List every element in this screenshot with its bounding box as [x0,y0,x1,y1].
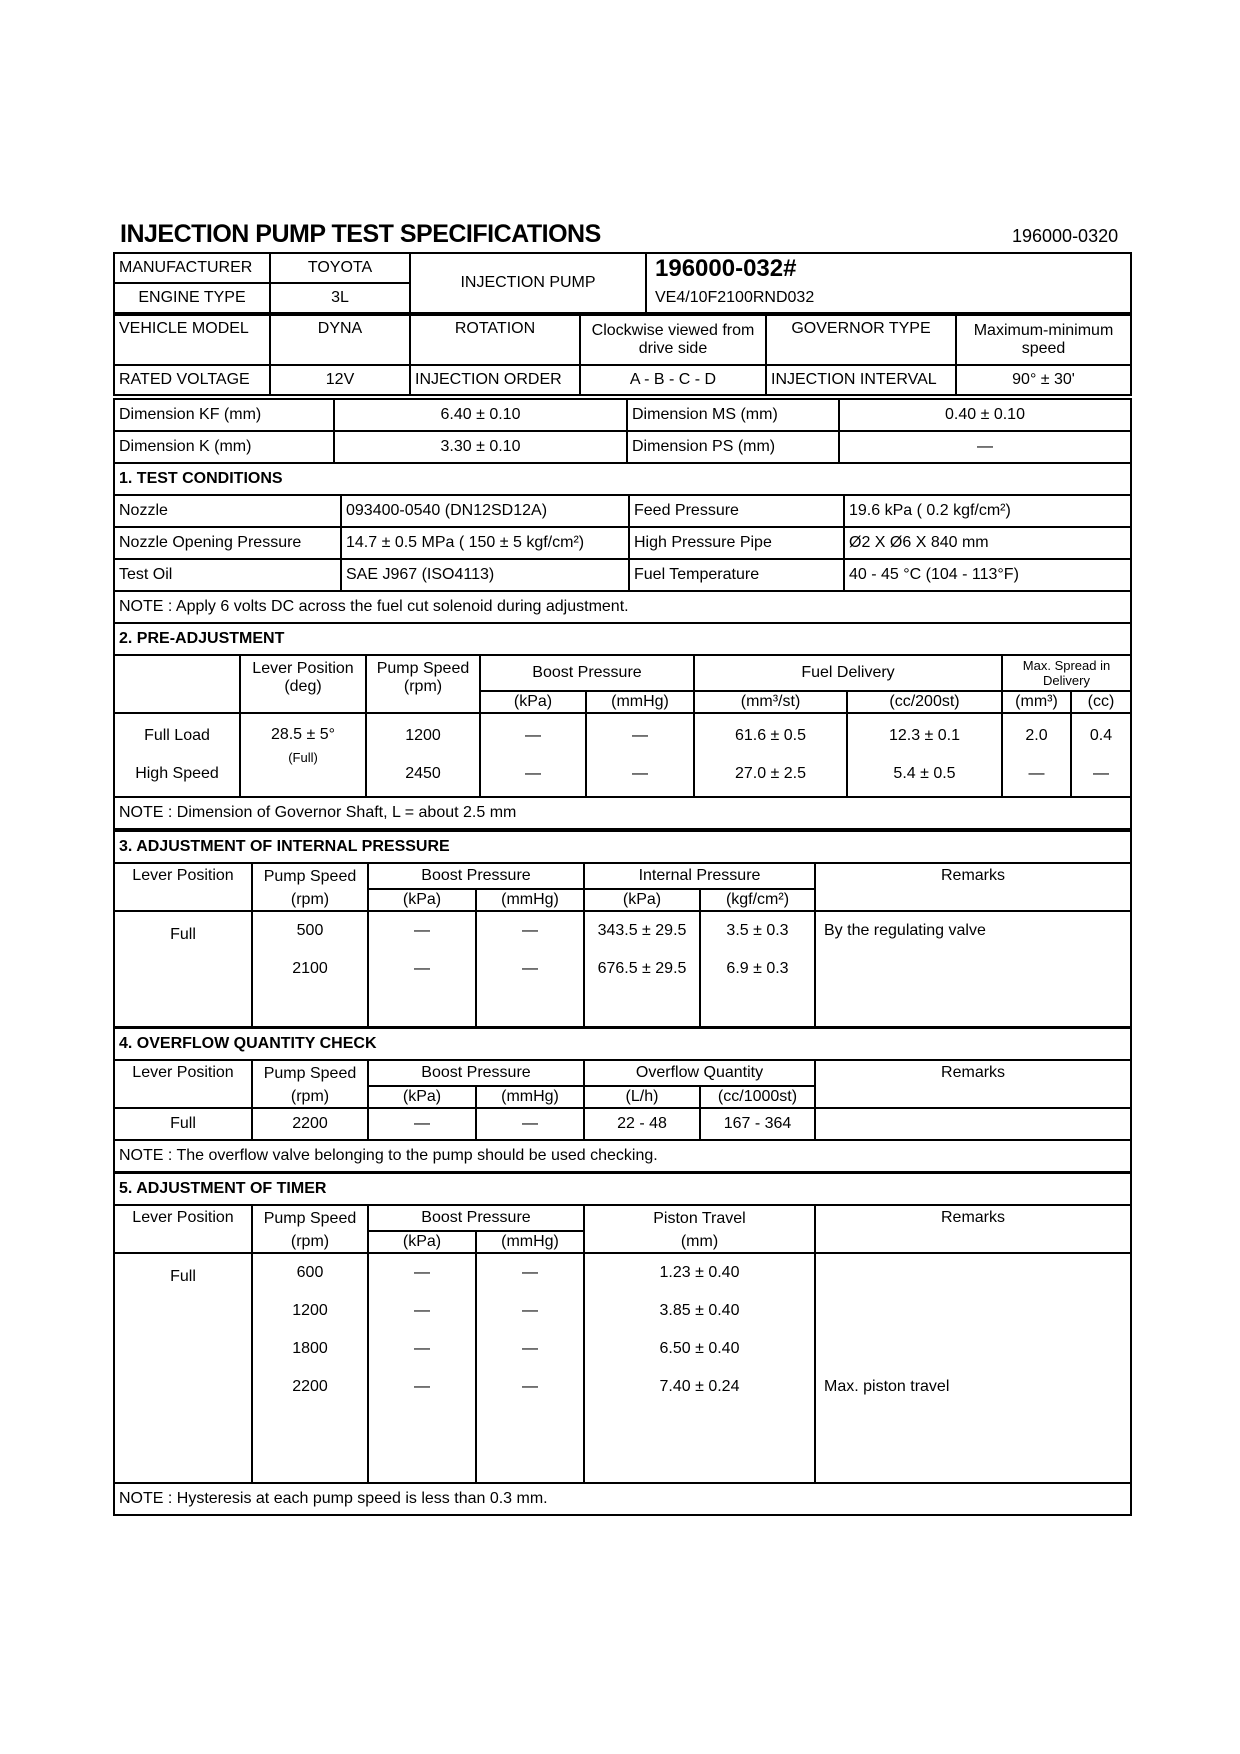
speed-value: 1800 [292,1340,328,1357]
rated-voltage-label: RATED VOLTAGE [114,365,270,395]
fuel-temperature-value: 40 - 45 °C (104 - 113°F) [844,559,1131,591]
governor-value: Maximum-minimum speed [956,315,1131,365]
row-label-high-speed: High Speed [135,765,219,782]
rotation-value: Clockwise viewed from drive side [580,315,766,365]
engine-type-value: 3L [270,283,410,313]
dimension-kf-label: Dimension KF (mm) [114,399,334,431]
header-boost-pressure: Boost Pressure [480,655,694,691]
dimension-ms-label: Dimension MS (mm) [627,399,839,431]
remark-text [824,1330,1126,1368]
header-block [113,252,1130,396]
header-boost-pressure: Boost Pressure [368,1205,584,1231]
test-conditions-heading: 1. TEST CONDITIONS [114,463,1131,495]
unit-cc-200st: (cc/200st) [847,691,1002,713]
test-oil-value: SAE J967 (ISO4113) [341,559,629,591]
mmhg-value: — [522,1378,538,1395]
speed-cell [252,1253,368,1483]
pre-adjustment-heading: 2. PRE-ADJUSTMENT [114,623,1131,655]
mmhg-value: — [522,960,538,977]
speed-value: 2450 [405,765,441,782]
injection-interval-label: INJECTION INTERVAL [766,365,956,395]
unit-kpa: (kPa) [368,1086,476,1108]
injection-pump-label: INJECTION PUMP [410,253,646,313]
cc-cell [847,713,1002,797]
kpa-value: — [414,922,430,939]
speed-value: 1200 [292,1302,328,1319]
unit-kgf-cm2: (kgf/cm²) [700,889,815,911]
fuel-temperature-label: Fuel Temperature [629,559,844,591]
unit-mmhg: (mmHg) [476,1231,584,1253]
header-boost-pressure: Boost Pressure [368,1060,584,1086]
pre-adjustment-section [113,622,1130,830]
unit-rpm: (rpm) [252,1231,368,1253]
mm3-value: 27.0 ± 2.5 [734,765,807,782]
kpa-value: — [414,1302,430,1319]
page-title: INJECTION PUMP TEST SPECIFICATIONS [120,220,601,248]
mmhg-value: — [476,1108,584,1140]
header-pump-speed: Pump Speed [252,1205,368,1231]
kpa-cell [480,713,586,797]
unit-cc-1000st: (cc/1000st) [700,1086,815,1108]
nozzle-opening-pressure-label: Nozzle Opening Pressure [114,527,341,559]
pump-number-cell [646,253,1131,283]
timer-note: NOTE : Hysteresis at each pump speed is less than 0.3 mm. [114,1483,1131,1515]
row-labels-cell [114,713,240,797]
header-pump-speed: Pump Speed (rpm) [366,655,480,713]
unit-rpm: (rpm) [252,889,368,911]
test-conditions-note: NOTE : Apply 6 volts DC across the fuel cut solenoid during adjustment. [114,591,1131,623]
remark-text: Max. piston travel [824,1378,950,1395]
header-remarks: Remarks [815,1060,1131,1108]
dimension-k-label: Dimension K (mm) [114,431,334,463]
injection-order-label: INJECTION ORDER [410,365,580,395]
dimensions-block [113,398,1130,464]
mmhg-value: — [522,922,538,939]
unit-l-h: (L/h) [584,1086,700,1108]
remarks-cell [815,1108,1131,1140]
kpa-value: — [525,727,541,744]
kgf-cell [700,911,815,1027]
mm3-value: 61.6 ± 0.5 [734,727,807,744]
internal-pressure-section [113,830,1130,1028]
header-lever-position: Lever Position [114,1205,252,1253]
internal-pressure-heading: 3. ADJUSTMENT OF INTERNAL PRESSURE [114,831,1131,863]
kpa-value: — [414,960,430,977]
mmhg-cell [586,713,694,797]
rotation-label: ROTATION [410,315,580,365]
row-label-full-load: Full Load [144,727,210,744]
engine-type-label: ENGINE TYPE [114,283,270,313]
kgf-value: 3.5 ± 0.3 [726,922,789,939]
pre-adjustment-note: NOTE : Dimension of Governor Shaft, L = about 2.5 mm [114,797,1131,829]
mm3-cell [694,713,847,797]
dimension-ms-value: 0.40 ± 0.10 [839,399,1131,431]
unit-spread-cc: (cc) [1071,691,1131,713]
test-conditions-section [113,462,1130,624]
remark-text: By the regulating valve [824,922,986,939]
internal-kpa-cell [584,911,700,1027]
spread-mm3-value: 2.0 [1025,727,1048,744]
injection-interval-value: 90° ± 30' [956,365,1131,395]
piston-travel-cell [584,1253,815,1483]
nozzle-label: Nozzle [114,495,341,527]
unit-mmhg: (mmHg) [586,691,694,713]
spread-cc-value: 0.4 [1089,727,1113,744]
header-lever-position: Lever Position (deg) [240,655,366,713]
feed-pressure-value: 19.6 kPa ( 0.2 kgf/cm²) [844,495,1131,527]
header-fuel-delivery: Fuel Delivery [694,655,1002,691]
rated-voltage-value: 12V [270,365,410,395]
header-remarks: Remarks [815,1205,1131,1253]
spread-cc-cell [1071,713,1131,797]
dimension-ps-value: — [839,431,1131,463]
header-overflow-quantity: Overflow Quantity [584,1060,815,1086]
unit-spread-mm3: (mm³) [1002,691,1071,713]
overflow-cc-value: 167 - 364 [700,1108,815,1140]
lever-value: Full [114,1108,252,1140]
timer-section [113,1172,1130,1516]
cc-value: 5.4 ± 0.5 [893,765,956,782]
vehicle-model-value: DYNA [270,315,410,365]
speed-cell [366,713,480,797]
lever-value: Full [114,1253,252,1483]
unit-mm: (mm) [584,1231,815,1253]
feed-pressure-label: Feed Pressure [629,495,844,527]
piston-travel-value: 1.23 ± 0.40 [659,1264,740,1281]
speed-value: 2200 [252,1108,368,1140]
speed-value: 600 [296,1264,324,1281]
mmhg-value: — [522,1340,538,1357]
pump-model: VE4/10F2100RND032 [646,283,1131,313]
spread-mm3-value: — [1028,765,1045,782]
lever-value: 28.5 ± 5° [270,726,336,743]
header-lever-position: Lever Position [114,863,252,911]
remark-text [824,1254,1126,1292]
lever-sub: (Full) [288,750,318,765]
unit-mmhg: (mmHg) [476,1086,584,1108]
high-pressure-pipe-value: Ø2 X Ø6 X 840 mm [844,527,1131,559]
manufacturer-value: TOYOTA [270,253,410,283]
document-number: 196000-0320 [1012,226,1119,246]
unit-kpa: (kPa) [480,691,586,713]
vehicle-model-label: VEHICLE MODEL [114,315,270,365]
speed-cell [252,911,368,1027]
overflow-section [113,1027,1130,1173]
header-max-spread: Max. Spread in Delivery [1002,655,1131,691]
header-boost-pressure: Boost Pressure [368,863,584,889]
kpa-value: — [525,765,541,782]
overflow-lh-value: 22 - 48 [584,1108,700,1140]
pump-number: 196000-032# [655,254,797,282]
speed-value: 500 [296,922,324,939]
manufacturer-label: MANUFACTURER [114,253,270,283]
kpa-cell [368,1253,476,1483]
piston-travel-value: 6.50 ± 0.40 [659,1340,740,1357]
header-lever-position: Lever Position [114,1060,252,1108]
mmhg-value: — [632,727,648,744]
header-internal-pressure: Internal Pressure [584,863,815,889]
kpa-cell [368,911,476,1027]
overflow-heading: 4. OVERFLOW QUANTITY CHECK [114,1028,1131,1060]
header-piston-travel: Piston Travel [584,1205,815,1231]
mmhg-value: — [522,1264,538,1281]
kpa-value: — [414,1378,430,1395]
remark-text [824,1292,1126,1330]
remarks-cell [815,1253,1131,1483]
dimension-kf-value: 6.40 ± 0.10 [334,399,627,431]
internal-kpa-value: 343.5 ± 29.5 [597,922,687,939]
test-oil-label: Test Oil [114,559,341,591]
header-remarks: Remarks [815,863,1131,911]
unit-kpa: (kPa) [368,1231,476,1253]
speed-value: 2100 [292,960,328,977]
kpa-value: — [414,1264,430,1281]
unit-internal-kpa: (kPa) [584,889,700,911]
piston-travel-value: 3.85 ± 0.40 [659,1302,740,1319]
unit-rpm: (rpm) [252,1086,368,1108]
piston-travel-value: 7.40 ± 0.24 [659,1378,740,1395]
header-pump-speed: Pump Speed [252,863,368,889]
empty-header-cell [114,655,240,713]
overflow-note: NOTE : The overflow valve belonging to the pump should be used checking. [114,1140,1131,1172]
injection-order-value: A - B - C - D [580,365,766,395]
nozzle-opening-pressure-value: 14.7 ± 0.5 MPa ( 150 ± 5 kgf/cm²) [341,527,629,559]
nozzle-value: 093400-0540 (DN12SD12A) [341,495,629,527]
speed-value: 2200 [292,1378,328,1395]
unit-mm3-st: (mm³/st) [694,691,847,713]
spread-cc-value: — [1093,765,1109,782]
cc-value: 12.3 ± 0.1 [888,727,961,744]
lever-value: Full [114,911,252,1027]
governor-label: GOVERNOR TYPE [766,315,956,365]
mmhg-cell [476,911,584,1027]
remarks-cell [815,911,1131,1027]
mmhg-value: — [632,765,648,782]
header-pump-speed: Pump Speed [252,1060,368,1086]
high-pressure-pipe-label: High Pressure Pipe [629,527,844,559]
unit-kpa: (kPa) [368,889,476,911]
speed-value: 1200 [405,727,441,744]
dimension-k-value: 3.30 ± 0.10 [334,431,627,463]
mmhg-value: — [522,1302,538,1319]
timer-heading: 5. ADJUSTMENT OF TIMER [114,1173,1131,1205]
kpa-value: — [368,1108,476,1140]
kpa-value: — [414,1340,430,1357]
dimension-ps-label: Dimension PS (mm) [627,431,839,463]
internal-kpa-value: 676.5 ± 29.5 [597,960,687,977]
lever-cell [240,713,366,797]
unit-mmhg: (mmHg) [476,889,584,911]
spread-mm3-cell [1002,713,1071,797]
mmhg-cell [476,1253,584,1483]
kgf-value: 6.9 ± 0.3 [726,960,789,977]
